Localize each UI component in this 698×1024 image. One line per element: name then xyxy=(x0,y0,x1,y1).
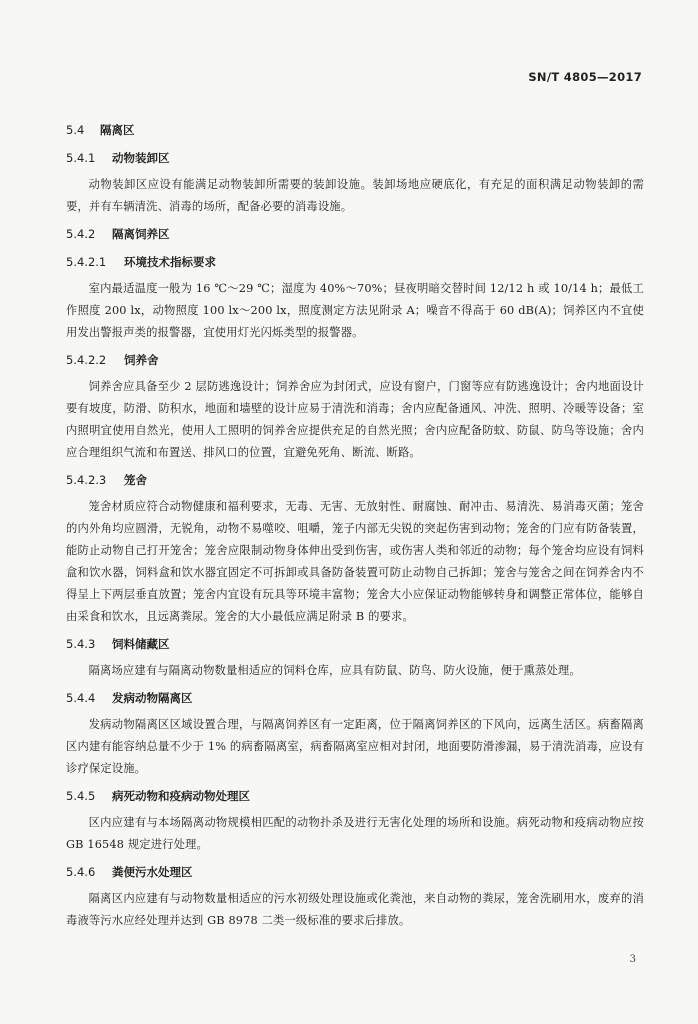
section-title: 发病动物隔离区 xyxy=(112,691,193,705)
section-heading-5-4-3 xyxy=(66,636,644,652)
paragraph-5-4-2-3: 笼舍材质应符合动物健康和福利要求，无毒、无害、无放射性、耐腐蚀、耐冲击、易清洗、易消毒灭菌；笼舍的内外角均应圆滑，无锐角，动物不易噬咬、咀嚼，笼子内部无尖锐的突起伤害到动物；笼舍的门应有防备装置，能防止动物自己打开笼舍；笼舍应限制动物身体伸出受到伤害，或伤害人类和邻近的动物；每个笼舍均应设有饲料盒和饮水器，饲料盒和饮水器宜固定不可拆卸或具备防备装置可防止动物自己拆卸；笼舍与笼舍之间在饲养舍内不得呈上下两层垂直放置；笼舍内宜设有玩具等环境丰富物；笼舍大小应保证动物能够转身和调整正常体位，能够自由采食和饮水，且远离粪尿。笼舍的大小最低应满足附录 B 的要求。 xyxy=(66,500,644,623)
section-title: 笼舍 xyxy=(124,473,147,487)
paragraph-5-4-6: 隔离区内应建有与动物数量相适应的污水初级处理设施或化粪池，来自动物的粪尿，笼舍洗刷用水，废弃的消毒液等污水应经处理并达到 GB 8978 二类一级标准的要求后排放。 xyxy=(66,892,644,927)
paragraph-5-4-3: 隔离场应建有与隔离动物数量相适应的饲料仓库，应具有防鼠、防鸟、防火设施，便于熏蒸处理。 xyxy=(88,664,581,677)
paragraph-5-4-1: 动物装卸区应设有能满足动物装卸所需要的装卸设施。装卸场地应硬底化，有充足的面积满足动物装卸的需要，并有车辆清洗、消毒的场所，配备必要的消毒设施。 xyxy=(66,178,644,213)
section-title: 隔离饲养区 xyxy=(112,227,170,241)
page-content xyxy=(66,122,644,932)
section-heading-5-4-2-1 xyxy=(66,254,644,270)
paragraph-5-4-4: 发病动物隔离区区域设置合理，与隔离饲养区有一定距离，位于隔离饲养区的下风向，远离生活区。病畜隔离区内建有能容纳总量不少于 1% 的病畜隔离室，病畜隔离室应相对封闭，地面要防滑渗漏，易于清洗消毒，应设有诊疗保定设施。 xyxy=(66,718,644,775)
section-title: 病死动物和疫病动物处理区 xyxy=(112,789,250,803)
section-number: 5.4.2 xyxy=(66,227,96,241)
section-number: 5.4.1 xyxy=(66,151,96,165)
section-number: 5.4.6 xyxy=(66,865,96,879)
page-number: 3 xyxy=(629,954,636,965)
section-heading-5-4 xyxy=(66,122,644,138)
section-number: 5.4.2.1 xyxy=(66,255,107,269)
section-heading-5-4-2-2 xyxy=(66,352,644,368)
section-heading-5-4-4 xyxy=(66,690,644,706)
section-title: 环境技术指标要求 xyxy=(124,255,216,269)
section-title: 动物装卸区 xyxy=(112,151,170,165)
section-number: 5.4.4 xyxy=(66,691,96,705)
section-number: 5.4.3 xyxy=(66,637,96,651)
paragraph-5-4-2-1: 室内最适温度一般为 16 ℃～29 ℃；湿度为 40%～70%；昼夜明暗交替时间 12/12 h 或 10/14 h；最低工作照度 200 lx，动物照度 100 lx～200 lx，照度测定方法见附录 A；噪音不得高于 60 dB(A)；饲养区内不宜使用发出警报声类的报警器，宜使用灯光闪烁类型的报警器。 xyxy=(66,282,644,339)
section-title: 饲养舍 xyxy=(124,353,159,367)
section-title: 隔离区 xyxy=(100,123,135,137)
section-heading-5-4-6 xyxy=(66,864,644,880)
standard-code: SN/T 4805—2017 xyxy=(528,70,642,84)
section-number: 5.4 xyxy=(66,123,85,137)
section-title: 粪便污水处理区 xyxy=(112,865,193,879)
section-heading-5-4-2-3 xyxy=(66,472,644,488)
section-heading-5-4-1 xyxy=(66,150,644,166)
section-title: 饲料储藏区 xyxy=(112,637,170,651)
section-heading-5-4-2 xyxy=(66,226,644,242)
section-number: 5.4.5 xyxy=(66,789,96,803)
section-heading-5-4-5 xyxy=(66,788,644,804)
paragraph-5-4-5: 区内应建有与本场隔离动物规模相匹配的动物扑杀及进行无害化处理的场所和设施。病死动物和疫病动物应按 GB 16548 规定进行处理。 xyxy=(66,816,644,851)
section-number: 5.4.2.2 xyxy=(66,353,107,367)
paragraph-5-4-2-2: 饲养舍应具备至少 2 层防逃逸设计；饲养舍应为封闭式，应设有窗户，门窗等应有防逃逸设计；舍内地面设计要有坡度，防滑、防积水，地面和墙壁的设计应易于清洗和消毒；舍内应配备通风、冲洗、照明、冷暖等设备；室内照明宜使用自然光，使用人工照明的饲养舍应提供充足的自然光照；舍内应配备防蚊、防鼠、防鸟等设施；舍内应合理组织气流和布置送、排风口的位置，宜避免死角、断流、断路。 xyxy=(66,380,644,459)
section-number: 5.4.2.3 xyxy=(66,473,107,487)
